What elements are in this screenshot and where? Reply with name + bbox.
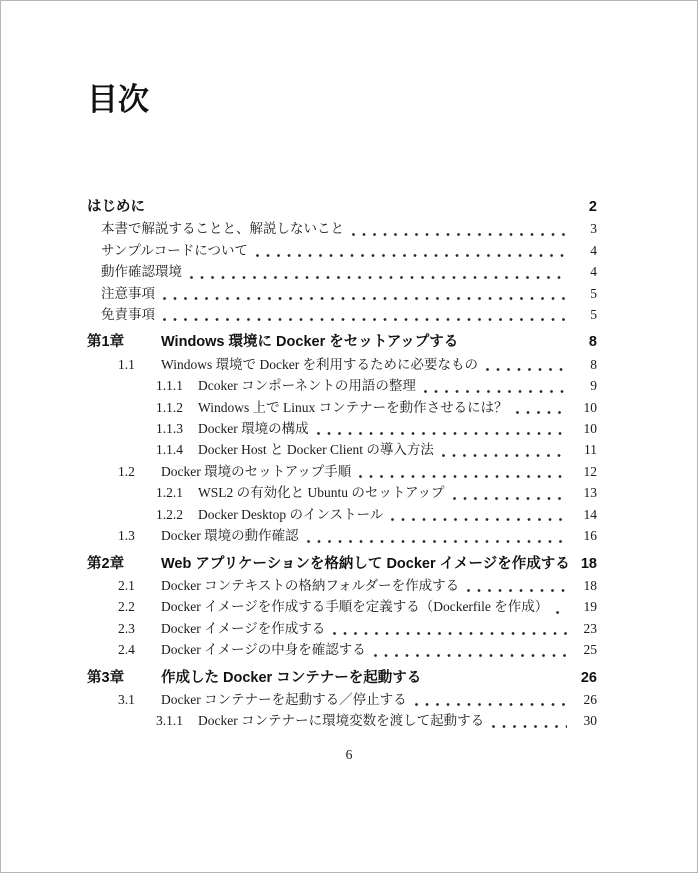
chapter-number: 第2章 xyxy=(87,555,125,572)
entry-title: Docker Desktop のインストール xyxy=(198,506,384,522)
dot-leader xyxy=(359,475,567,478)
toc-entry-row[interactable] xyxy=(87,710,597,731)
dot-leader xyxy=(307,540,567,543)
page-number: 4 xyxy=(590,264,597,280)
page-number: 26 xyxy=(583,691,597,707)
page-number: 25 xyxy=(583,642,597,658)
footer-page-number: 6 xyxy=(345,747,353,762)
entry-title: Windows 環境で Docker を利用するために必要なもの xyxy=(161,356,479,372)
entry-number: 2.4 xyxy=(118,642,135,658)
entry-number: 2.2 xyxy=(118,599,135,615)
page-number: 2 xyxy=(588,199,597,215)
chapter-title: Windows 環境に Docker をセットアップする xyxy=(161,334,459,351)
toc-chapter-row[interactable] xyxy=(87,554,597,575)
page-number: 8 xyxy=(590,356,597,372)
chapter-title: Web アプリケーションを格納して Docker イメージを作成する xyxy=(161,555,570,572)
toc-entry-row[interactable] xyxy=(87,689,597,710)
toc-entry-row[interactable] xyxy=(87,596,597,617)
entry-number: 1.1 xyxy=(118,356,135,372)
entry-title: Windows 上で Linux コンテナーを動作させるには？ xyxy=(198,399,508,415)
entry-title: 注意事項 xyxy=(101,285,155,301)
entry-title: 本書で解説することと、解説しないこと xyxy=(101,221,344,237)
entry-title: Docker イメージを作成する xyxy=(161,620,326,636)
entry-number: 1.2 xyxy=(118,463,135,479)
page-number: 5 xyxy=(590,285,597,301)
page-number: 30 xyxy=(583,713,597,729)
toc-entry-row[interactable] xyxy=(87,240,597,261)
toc-entry-row[interactable] xyxy=(87,639,597,660)
dot-leader xyxy=(516,411,567,414)
dot-leader xyxy=(467,589,567,592)
entry-title: サンプルコードについて xyxy=(101,242,249,258)
toc-entry-row[interactable] xyxy=(87,261,597,282)
entry-number: 1.1.4 xyxy=(156,442,183,458)
toc-chapter-row[interactable] xyxy=(87,197,597,218)
dot-leader xyxy=(163,297,567,300)
dot-leader xyxy=(453,497,567,500)
entry-title: Docker コンテナーに環境変数を渡して起動する xyxy=(198,713,485,729)
entry-title: Dcoker コンポーネントの用語の整理 xyxy=(198,378,416,394)
chapter-number: 第1章 xyxy=(87,334,125,351)
toc-entry-row[interactable] xyxy=(87,418,597,439)
entry-number: 1.2.1 xyxy=(156,485,183,501)
dot-leader xyxy=(190,276,567,279)
page-number: 4 xyxy=(590,242,597,258)
page-number: 13 xyxy=(583,485,597,501)
dot-leader xyxy=(424,390,567,393)
dot-leader xyxy=(556,611,567,614)
dot-leader xyxy=(442,454,567,457)
toc-entry-row[interactable] xyxy=(87,575,597,596)
toc-entry-row[interactable] xyxy=(87,218,597,239)
dot-leader xyxy=(256,254,567,257)
entry-title: Docker コンテナーを起動する／停止する xyxy=(161,691,407,707)
dot-leader xyxy=(415,703,567,706)
chapter-title: 作成した Docker コンテナーを起動する xyxy=(161,669,422,686)
toc-entry-row[interactable] xyxy=(87,439,597,460)
toc-entry-row[interactable] xyxy=(87,375,597,396)
dot-leader xyxy=(374,654,567,657)
dot-leader xyxy=(352,233,567,236)
entry-number: 1.2.2 xyxy=(156,506,183,522)
entry-title: Docker Host と Docker Client の導入方法 xyxy=(198,442,434,458)
toc-entry-row[interactable] xyxy=(87,461,597,482)
page-number: 10 xyxy=(583,421,597,437)
entry-title: WSL2 の有効化と Ubuntu のセットアップ xyxy=(198,485,445,501)
entry-title: Docker 環境の動作確認 xyxy=(161,528,299,544)
chapter-number: 第3章 xyxy=(87,669,125,686)
chapter-number: はじめに xyxy=(87,199,145,215)
entry-number: 2.3 xyxy=(118,620,135,636)
toc-chapter-row[interactable] xyxy=(87,668,597,689)
page-number: 23 xyxy=(583,620,597,636)
page-number: 18 xyxy=(583,577,597,593)
entry-number: 1.1.2 xyxy=(156,399,183,415)
dot-leader xyxy=(486,368,567,371)
entry-number: 1.1.3 xyxy=(156,421,183,437)
entry-title: 動作確認環境 xyxy=(101,264,182,280)
dot-leader xyxy=(317,432,567,435)
page-number: 10 xyxy=(583,399,597,415)
toc-entry-row[interactable] xyxy=(87,283,597,304)
page-number: 19 xyxy=(583,599,597,615)
entry-title: Docker イメージの中身を確認する xyxy=(161,642,366,658)
entry-title: Docker 環境の構成 xyxy=(198,421,309,437)
toc-entry-row[interactable] xyxy=(87,618,597,639)
entry-number: 1.3 xyxy=(118,528,135,544)
entry-title: Docker イメージを作成する手順を定義する（Dockerfile を作成） xyxy=(161,599,549,615)
entry-title: Docker 環境のセットアップ手順 xyxy=(161,463,352,479)
dot-leader xyxy=(492,725,567,728)
toc-entry-row[interactable] xyxy=(87,482,597,503)
page-number: 26 xyxy=(580,669,597,686)
entry-number: 1.1.1 xyxy=(156,378,183,394)
page-number: 11 xyxy=(584,442,597,458)
entry-title: Docker コンテキストの格納フォルダーを作成する xyxy=(161,577,460,593)
page-number: 8 xyxy=(588,334,597,351)
page-number: 9 xyxy=(590,378,597,394)
page-number: 5 xyxy=(590,307,597,323)
toc-entry-row[interactable] xyxy=(87,397,597,418)
page-number: 12 xyxy=(583,463,597,479)
page-title: 目次 xyxy=(87,82,149,117)
toc xyxy=(1,197,697,732)
entry-title: 免責事項 xyxy=(101,307,155,323)
page-number: 3 xyxy=(590,221,597,237)
entry-number: 3.1 xyxy=(118,691,135,707)
toc-entry-row[interactable] xyxy=(87,304,597,325)
dot-leader xyxy=(391,518,567,521)
toc-entry-row[interactable] xyxy=(87,525,597,546)
dot-leader xyxy=(163,318,567,321)
toc-entry-row[interactable] xyxy=(87,504,597,525)
entry-number: 2.1 xyxy=(118,577,135,593)
page-number: 14 xyxy=(583,506,597,522)
page-number: 16 xyxy=(583,528,597,544)
entry-number: 3.1.1 xyxy=(156,713,183,729)
toc-chapter-row[interactable] xyxy=(87,332,597,353)
page-number: 18 xyxy=(580,555,597,572)
toc-entry-row[interactable] xyxy=(87,354,597,375)
dot-leader xyxy=(333,632,567,635)
